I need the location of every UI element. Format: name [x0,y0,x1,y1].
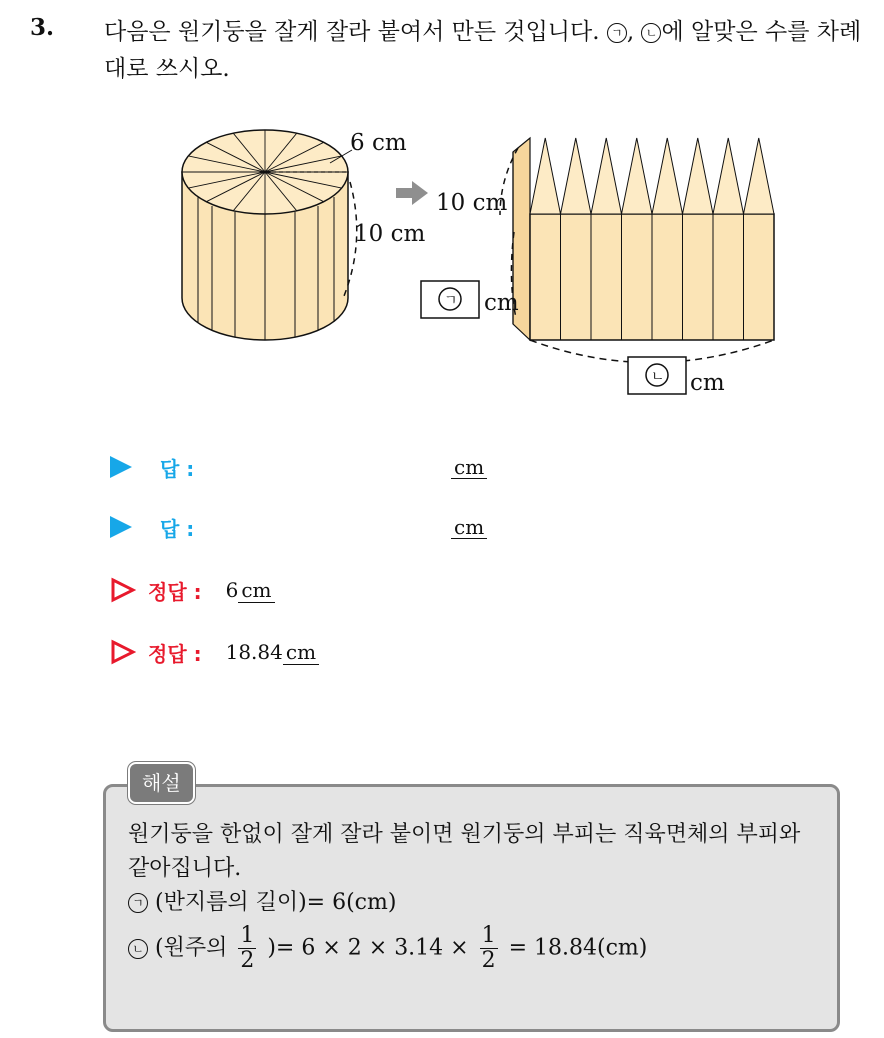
box-top-wedge [652,138,683,214]
explanation-text [128,818,828,973]
answer-row-1 [110,451,194,483]
fraction-half: $\frac{1}{2}$ [481,923,496,973]
radius-label: 6 cm [350,130,407,156]
arrow-right-icon [396,181,428,205]
outline-triangle-icon [110,577,136,603]
correct-row-2 [110,636,319,668]
question-text-part2: 에 알맞은 수를 차례대로 쓰시오. [104,19,862,82]
correct-value-1: 6 cm [226,578,275,602]
cylinder [182,130,357,340]
correct-label-1: 정답 : [148,579,202,604]
explanation-line-3: ㄴ (원주의 $\frac{1}{2}$ )= 6 × 2 × 3.14 × $\frac{1}{2}$ = 18.84(cm) [128,924,828,973]
correct-row-1 [110,574,275,606]
box-top-wedge [713,138,744,214]
answer-label-2: 답 : [160,516,195,541]
play-triangle-icon [110,456,132,478]
outline-triangle-icon [110,639,136,665]
question-text-part1: 다음은 원기둥을 잘게 잘라 붙여서 만든 것입니다. [104,19,600,45]
correct-value-2: 18.84 cm [226,640,319,664]
box-top-wedge [744,138,775,214]
answer-label-1: 답 : [160,456,195,481]
fraction-half: $\frac{1}{2}$ [240,923,255,973]
answer-unit-2: cm [451,516,487,539]
question-comma: , [626,19,635,45]
answer-row-2 [110,511,194,543]
mark-b-icon: ㄴ [128,939,148,959]
cylinder-figure [0,0,884,420]
explanation-tag: 해설 [128,762,195,804]
box-top-wedge [561,138,592,214]
box-top-wedge [683,138,714,214]
cylinder-height-label: 10 cm [354,221,426,247]
box-top-wedge [622,138,653,214]
box-height-label: 10 cm [436,190,508,216]
mark-a-icon: ㄱ [607,23,627,43]
mark-a-glyph: ㄱ [444,293,458,309]
rearranged-box [500,138,774,363]
play-triangle-icon [110,516,132,538]
mark-b-glyph: ㄴ [651,369,665,385]
blank-a-unit: cm [484,290,519,316]
explanation-line-1: 원기둥을 한없이 잘게 잘라 붙이면 원기둥의 부피는 직육면체의 부피와 같아집니다. [128,822,801,881]
box-top-wedge [530,138,561,214]
answer-unit-1: cm [451,456,487,479]
explanation-line-2: ㄱ (반지름의 길이)= 6(cm) [128,886,828,920]
box-top-wedge [591,138,622,214]
blank-b-unit: cm [690,370,725,396]
mark-a-icon: ㄱ [128,893,148,913]
correct-label-2: 정답 : [148,641,202,666]
mark-b-icon: ㄴ [641,23,661,43]
question-number: 3. [30,14,55,41]
